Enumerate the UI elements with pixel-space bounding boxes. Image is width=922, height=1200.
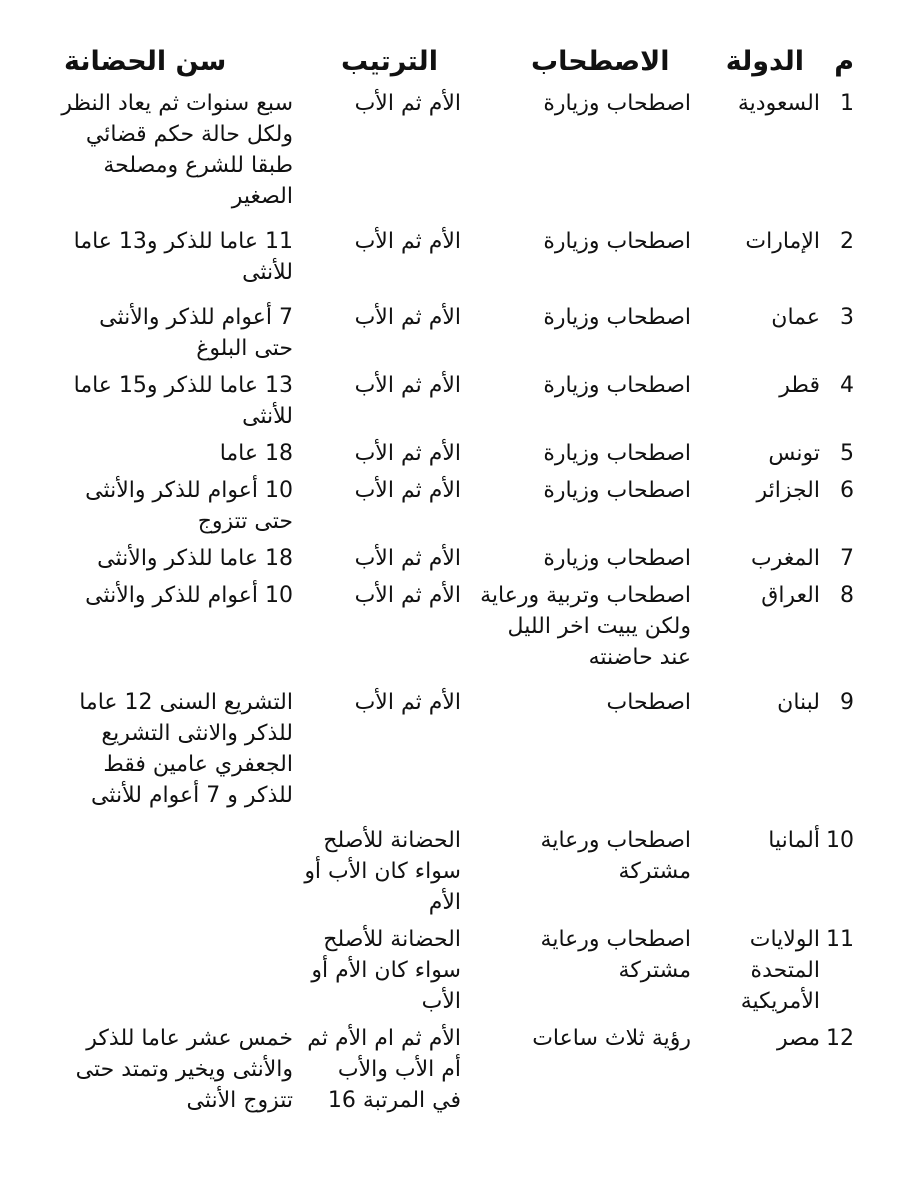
row-order: الأم ثم الأب	[354, 229, 461, 254]
row-country: الإمارات	[745, 229, 820, 254]
header-country: الدولة	[725, 46, 804, 77]
row-country: المغرب	[751, 546, 820, 571]
row-custody-age	[56, 825, 301, 924]
row-country: قطر	[779, 373, 820, 398]
row-country: لبنان	[777, 690, 820, 715]
header-visitation: الاصطحاب	[531, 46, 670, 77]
row-num: 5	[840, 441, 854, 466]
row-country: مصر	[776, 1026, 820, 1051]
row-custody-age: 7 أعوام للذكر والأنثى حتى البلوغ	[99, 305, 293, 361]
row-country: عمان	[771, 305, 820, 330]
row-visitation: اصطحاب وزيارة	[543, 441, 691, 466]
table-row	[56, 1023, 856, 1122]
row-custody-age: 10 أعوام للذكر والأنثى حتى تتزوج	[85, 478, 293, 534]
row-order: الأم ثم الأب	[354, 478, 461, 503]
table-row	[56, 687, 856, 825]
row-country: السعودية	[737, 91, 820, 116]
row-order: الحضانة للأصلح سواء كان الأم أو الأب	[311, 927, 461, 1014]
row-country: تونس	[768, 441, 820, 466]
table-row	[56, 543, 856, 580]
row-order: الأم ثم الأب	[354, 91, 461, 116]
row-order: الأم ثم الأب	[354, 305, 461, 330]
table-row	[56, 825, 856, 924]
table-row	[56, 370, 856, 438]
row-num: 10	[826, 828, 854, 853]
row-order: الحضانة للأصلح سواء كان الأب أو الأم	[304, 828, 461, 915]
row-num: 2	[840, 229, 854, 254]
table-row	[56, 226, 856, 302]
row-order: الأم ثم الأب	[354, 583, 461, 608]
row-custody-age: 18 عاما للذكر والأنثى	[97, 546, 293, 571]
table-row	[56, 438, 856, 475]
row-custody-age: 18 عاما	[219, 441, 293, 466]
row-order: الأم ثم الأب	[354, 690, 461, 715]
row-custody-age: 10 أعوام للذكر والأنثى	[85, 583, 293, 608]
row-country: العراق	[761, 583, 820, 608]
table-header	[56, 40, 856, 88]
table-row	[56, 924, 856, 1023]
row-custody-age: خمس عشر عاما للذكر والأنثى ويخير وتمتد حتى تتزوج الأنثى	[75, 1026, 293, 1113]
row-visitation: اصطحاب وزيارة	[543, 305, 691, 330]
row-visitation: اصطحاب وزيارة	[543, 229, 691, 254]
table-row	[56, 580, 856, 687]
row-country: الجزائر	[756, 478, 820, 503]
row-num: 1	[840, 91, 854, 116]
row-order: الأم ثم ام الأم ثم أم الأب والأب في المرتبة 16	[307, 1026, 461, 1113]
row-num: 12	[826, 1026, 854, 1051]
row-num: 8	[840, 583, 854, 608]
row-order: الأم ثم الأب	[354, 373, 461, 398]
header-num: م	[834, 46, 854, 77]
row-visitation: اصطحاب وزيارة	[543, 546, 691, 571]
row-visitation: اصطحاب ورعاية مشتركة	[540, 927, 691, 983]
row-num: 7	[840, 546, 854, 571]
table-row	[56, 475, 856, 543]
row-num: 6	[840, 478, 854, 503]
row-country: الولايات المتحدة الأمريكية	[740, 927, 820, 1014]
row-num: 11	[826, 927, 854, 952]
row-custody-age: سبع سنوات ثم يعاد النظر ولكل حالة حكم قضائي طبقا للشرع ومصلحة الصغير	[61, 91, 293, 209]
row-visitation: اصطحاب وزيارة	[543, 91, 691, 116]
row-country: ألمانيا	[768, 828, 820, 853]
row-custody-age: 13 عاما للذكر و15 عاما للأنثى	[73, 373, 293, 429]
row-num: 3	[840, 305, 854, 330]
row-order: الأم ثم الأب	[354, 441, 461, 466]
header-order: الترتيب	[341, 46, 438, 77]
row-visitation: اصطحاب وتربية ورعاية ولكن يبيت اخر الليل عند حاضنته	[480, 583, 691, 670]
row-num: 9	[840, 690, 854, 715]
row-visitation: اصطحاب ورعاية مشتركة	[540, 828, 691, 884]
row-visitation: اصطحاب	[606, 690, 691, 715]
row-num: 4	[840, 373, 854, 398]
row-visitation: اصطحاب وزيارة	[543, 373, 691, 398]
row-custody-age	[56, 924, 301, 1023]
row-visitation: رؤية ثلاث ساعات	[532, 1026, 691, 1051]
table-row	[56, 302, 856, 370]
row-custody-age: التشريع السنى 12 عاما للذكر والانثى التشريع الجعفري عامين فقط للذكر و 7 أعوام للأنثى	[79, 690, 293, 808]
row-order: الأم ثم الأب	[354, 546, 461, 571]
row-custody-age: 11 عاما للذكر و13 عاما للأنثى	[73, 229, 293, 285]
custody-table	[56, 40, 856, 1122]
header-custody-age: سن الحضانة	[64, 46, 227, 77]
header-row	[56, 40, 856, 88]
table-row	[56, 88, 856, 226]
row-visitation: اصطحاب وزيارة	[543, 478, 691, 503]
table-body	[56, 88, 856, 1122]
